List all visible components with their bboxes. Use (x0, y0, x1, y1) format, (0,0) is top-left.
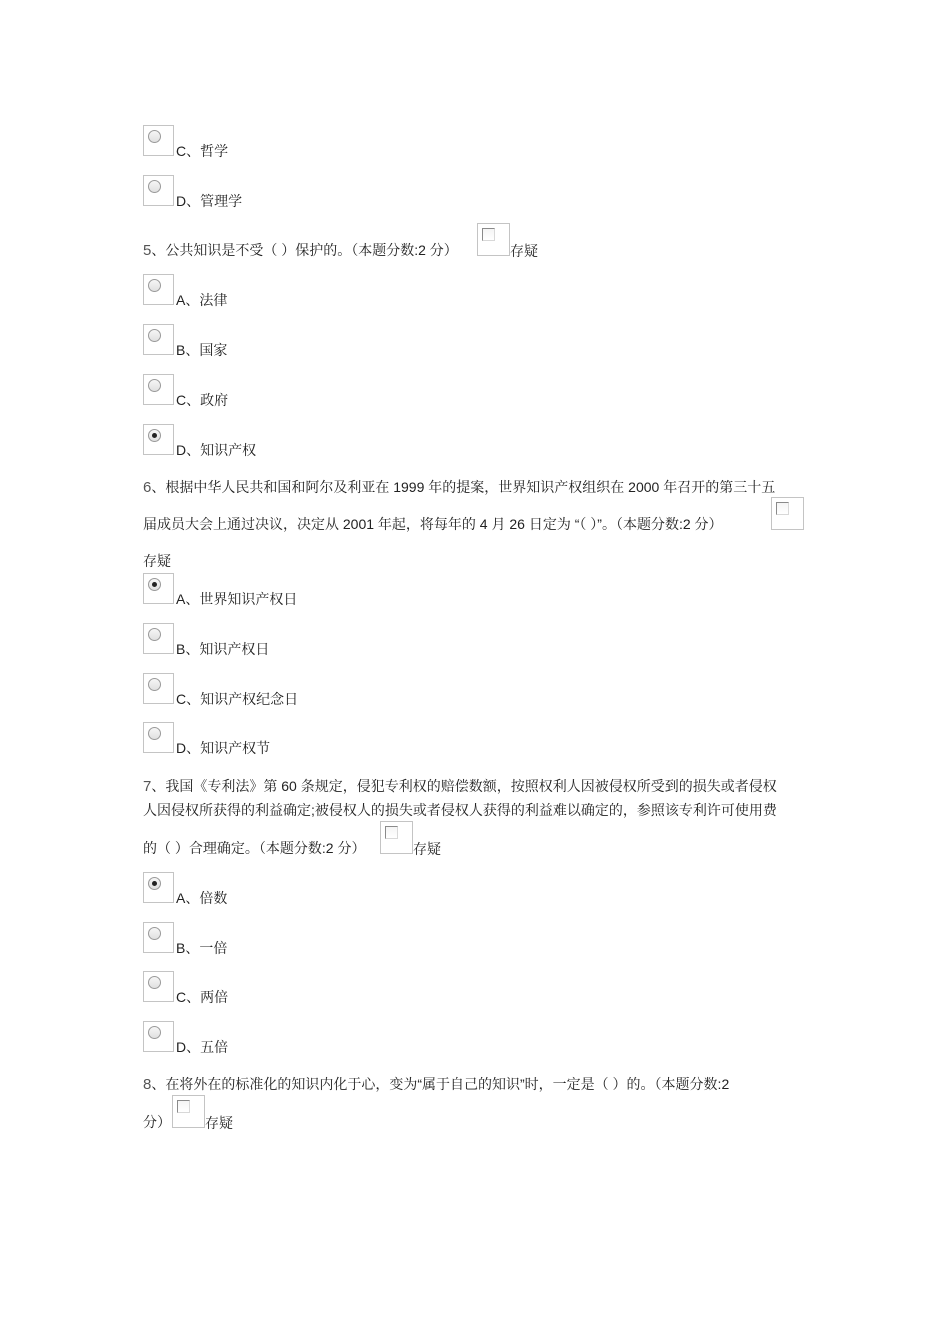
option-label-q7-a: A、倍数 (176, 890, 228, 906)
radio-circle-icon (148, 727, 161, 740)
question-8-line-1 (143, 1074, 729, 1095)
radio-checked-icon (148, 429, 161, 442)
question-prompt: 、我国《专利法》第 60 条规定，侵犯专利权的赔偿数额，按照权利人因被侵权所受到的损失或者侵权 (151, 778, 777, 794)
radio-circle-icon (148, 1026, 161, 1039)
radio-q6-b[interactable] (143, 623, 174, 654)
radio-q6-c[interactable] (143, 673, 174, 704)
radio-checked-icon (148, 578, 161, 591)
question-6-line-2: 届成员大会上通过决议，决定从 2001 年起，将每年的 4 月 26 日定为 “（ ）”。（本题分数:2 分） (143, 516, 723, 532)
question-6-line-1 (143, 477, 775, 498)
radio-q7-d[interactable] (143, 1021, 174, 1052)
question-prompt: 、根据中华人民共和国和阿尔及利亚在 1999 年的提案，世界知识产权组织在 2000 年召开的第三十五 (151, 479, 776, 495)
option-label-q6-c: C、知识产权纪念日 (176, 691, 299, 707)
radio-q4-d[interactable] (143, 175, 174, 206)
radio-circle-icon (148, 279, 161, 292)
radio-q7-b[interactable] (143, 922, 174, 953)
checkbox-icon (177, 1100, 190, 1113)
radio-q6-d[interactable] (143, 722, 174, 753)
radio-circle-icon (148, 927, 161, 940)
radio-circle-icon (148, 628, 161, 641)
question-number: 5 (143, 242, 152, 259)
radio-q5-b[interactable] (143, 324, 174, 355)
option-label-q5-c: C、政府 (176, 392, 229, 408)
checkbox-icon (482, 228, 495, 241)
option-label-q6-b: B、知识产权日 (176, 641, 270, 657)
option-label-q6-a: A、世界知识产权日 (176, 591, 298, 607)
radio-q7-a[interactable] (143, 872, 174, 903)
radio-checked-icon (148, 877, 161, 890)
option-label-q4-d: D、管理学 (176, 193, 243, 209)
radio-circle-icon (148, 678, 161, 691)
radio-circle-icon (148, 329, 161, 342)
option-label-q7-b: B、一倍 (176, 940, 228, 956)
option-label-q6-d: D、知识产权节 (176, 740, 271, 756)
question-number: 8 (143, 1076, 152, 1093)
checkbox-icon (385, 826, 398, 839)
radio-q5-d[interactable] (143, 424, 174, 455)
option-label-q7-c: C、两倍 (176, 989, 229, 1005)
radio-q5-c[interactable] (143, 374, 174, 405)
doubt-label: 存疑 (510, 243, 538, 259)
question-number: 6 (143, 479, 152, 496)
doubt-checkbox-q7[interactable] (380, 821, 413, 854)
doubt-label: 存疑 (143, 553, 171, 569)
radio-q6-a[interactable] (143, 573, 174, 604)
radio-q7-c[interactable] (143, 971, 174, 1002)
radio-circle-icon (148, 130, 161, 143)
option-label-q5-d: D、知识产权 (176, 442, 257, 458)
doubt-label: 存疑 (205, 1115, 233, 1131)
doubt-checkbox-q6[interactable] (771, 497, 804, 530)
option-label-q4-c: C、哲学 (176, 143, 229, 159)
doubt-checkbox-q5[interactable] (477, 223, 510, 256)
question-7-line-1 (143, 776, 777, 797)
option-label-q5-a: A、法律 (176, 292, 228, 308)
question-5-text (143, 240, 458, 261)
radio-q5-a[interactable] (143, 274, 174, 305)
question-7-line-3: 的（ ）合理确定。（本题分数:2 分） (143, 840, 366, 856)
radio-q4-c[interactable] (143, 125, 174, 156)
question-7-line-2: 人因侵权所获得的利益确定;被侵权人的损失或者侵权人获得的利益难以确定的，参照该专利许可使用费 (143, 802, 777, 818)
question-prompt: 、公共知识是不受（ ）保护的。（本题分数:2 分） (151, 242, 458, 258)
doubt-label: 存疑 (413, 841, 441, 857)
doubt-checkbox-q8[interactable] (172, 1095, 205, 1128)
radio-circle-icon (148, 976, 161, 989)
question-prompt: 、在将外在的标准化的知识内化于心，变为“属于自己的知识”时，一定是（ ）的。（本题分数:2 (151, 1076, 730, 1092)
question-8-line-2: 分） (143, 1114, 171, 1130)
radio-circle-icon (148, 379, 161, 392)
option-label-q7-d: D、五倍 (176, 1039, 229, 1055)
option-label-q5-b: B、国家 (176, 342, 228, 358)
question-number: 7 (143, 778, 152, 795)
radio-circle-icon (148, 180, 161, 193)
checkbox-icon (776, 502, 789, 515)
